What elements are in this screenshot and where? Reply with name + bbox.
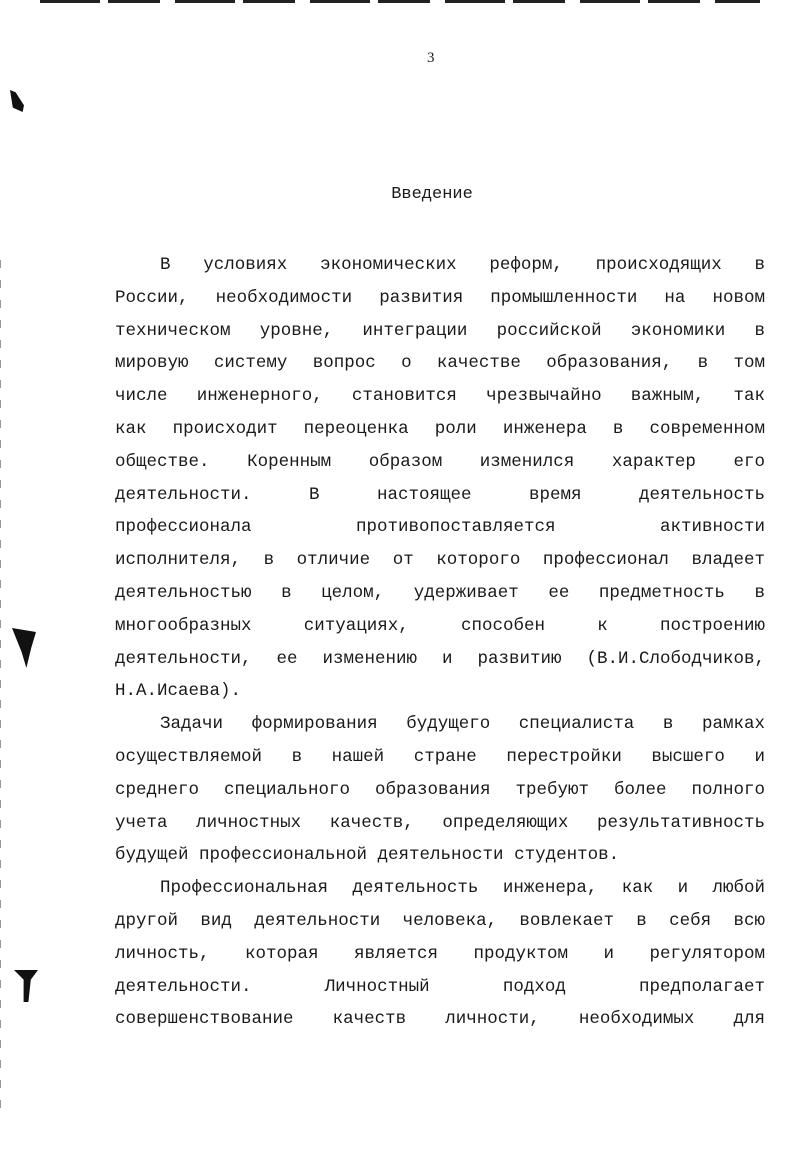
scan-speck — [12, 628, 36, 668]
section-title: Введение — [391, 185, 473, 204]
text-line: техническом уровне, интеграции российской экономики в — [115, 320, 765, 341]
text-line: деятельности, ее изменению и развитию (В.И.Слободчиков, — [115, 648, 765, 669]
paragraph — [115, 249, 765, 708]
text-line: другой вид деятельности человека, вовлекает в себя всю — [115, 910, 765, 931]
text-line: будущей профессиональной деятельности студентов. — [115, 845, 620, 866]
text-line: профессионала противопоставляется активности — [115, 517, 765, 538]
text-line: Профессиональная деятельность инженера, как и любой — [160, 878, 765, 899]
body-text — [115, 249, 765, 1036]
text-line: личность, которая является продуктом и регулятором — [115, 943, 765, 964]
scan-speck — [14, 970, 38, 1002]
page-number: 3 — [427, 50, 435, 66]
text-line: деятельностью в целом, удерживает ее предметность в — [115, 582, 765, 603]
text-line: многообразных ситуациях, способен к построению — [115, 615, 765, 636]
paragraph — [115, 872, 765, 1036]
text-line: мировую систему вопрос о качестве образования, в том — [115, 353, 765, 374]
paragraph — [115, 708, 765, 872]
text-line: деятельности. Личностный подход предполагает — [115, 976, 765, 997]
text-line: В условиях экономических реформ, происходящих в — [160, 255, 765, 275]
text-line: Задачи формирования будущего специалиста в рамках — [160, 714, 765, 735]
scan-speck — [10, 90, 24, 112]
text-line: числе инженерного, становится чрезвычайно важным, так — [115, 386, 765, 407]
text-line: России, необходимости развития промышленности на новом — [115, 287, 765, 308]
scan-left-edge — [0, 260, 1, 1120]
text-line: как происходит переоценка роли инженера в современном — [115, 418, 765, 439]
text-line: исполнителя, в отличие от которого профессионал владеет — [115, 550, 765, 571]
text-line: совершенствование качеств личности, необходимых для — [115, 1009, 765, 1030]
text-line: Н.А.Исаева). — [115, 681, 242, 702]
text-line: учета личностных качеств, определяющих результативность — [115, 812, 765, 833]
text-line: среднего специального образования требуют более полного — [115, 779, 765, 800]
text-line: обществе. Коренным образом изменился характер его — [115, 451, 765, 472]
text-line: осуществляемой в нашей стране перестройки высшего и — [115, 746, 765, 767]
scan-top-edge — [40, 0, 760, 3]
text-line: деятельности. В настоящее время деятельность — [115, 484, 765, 505]
